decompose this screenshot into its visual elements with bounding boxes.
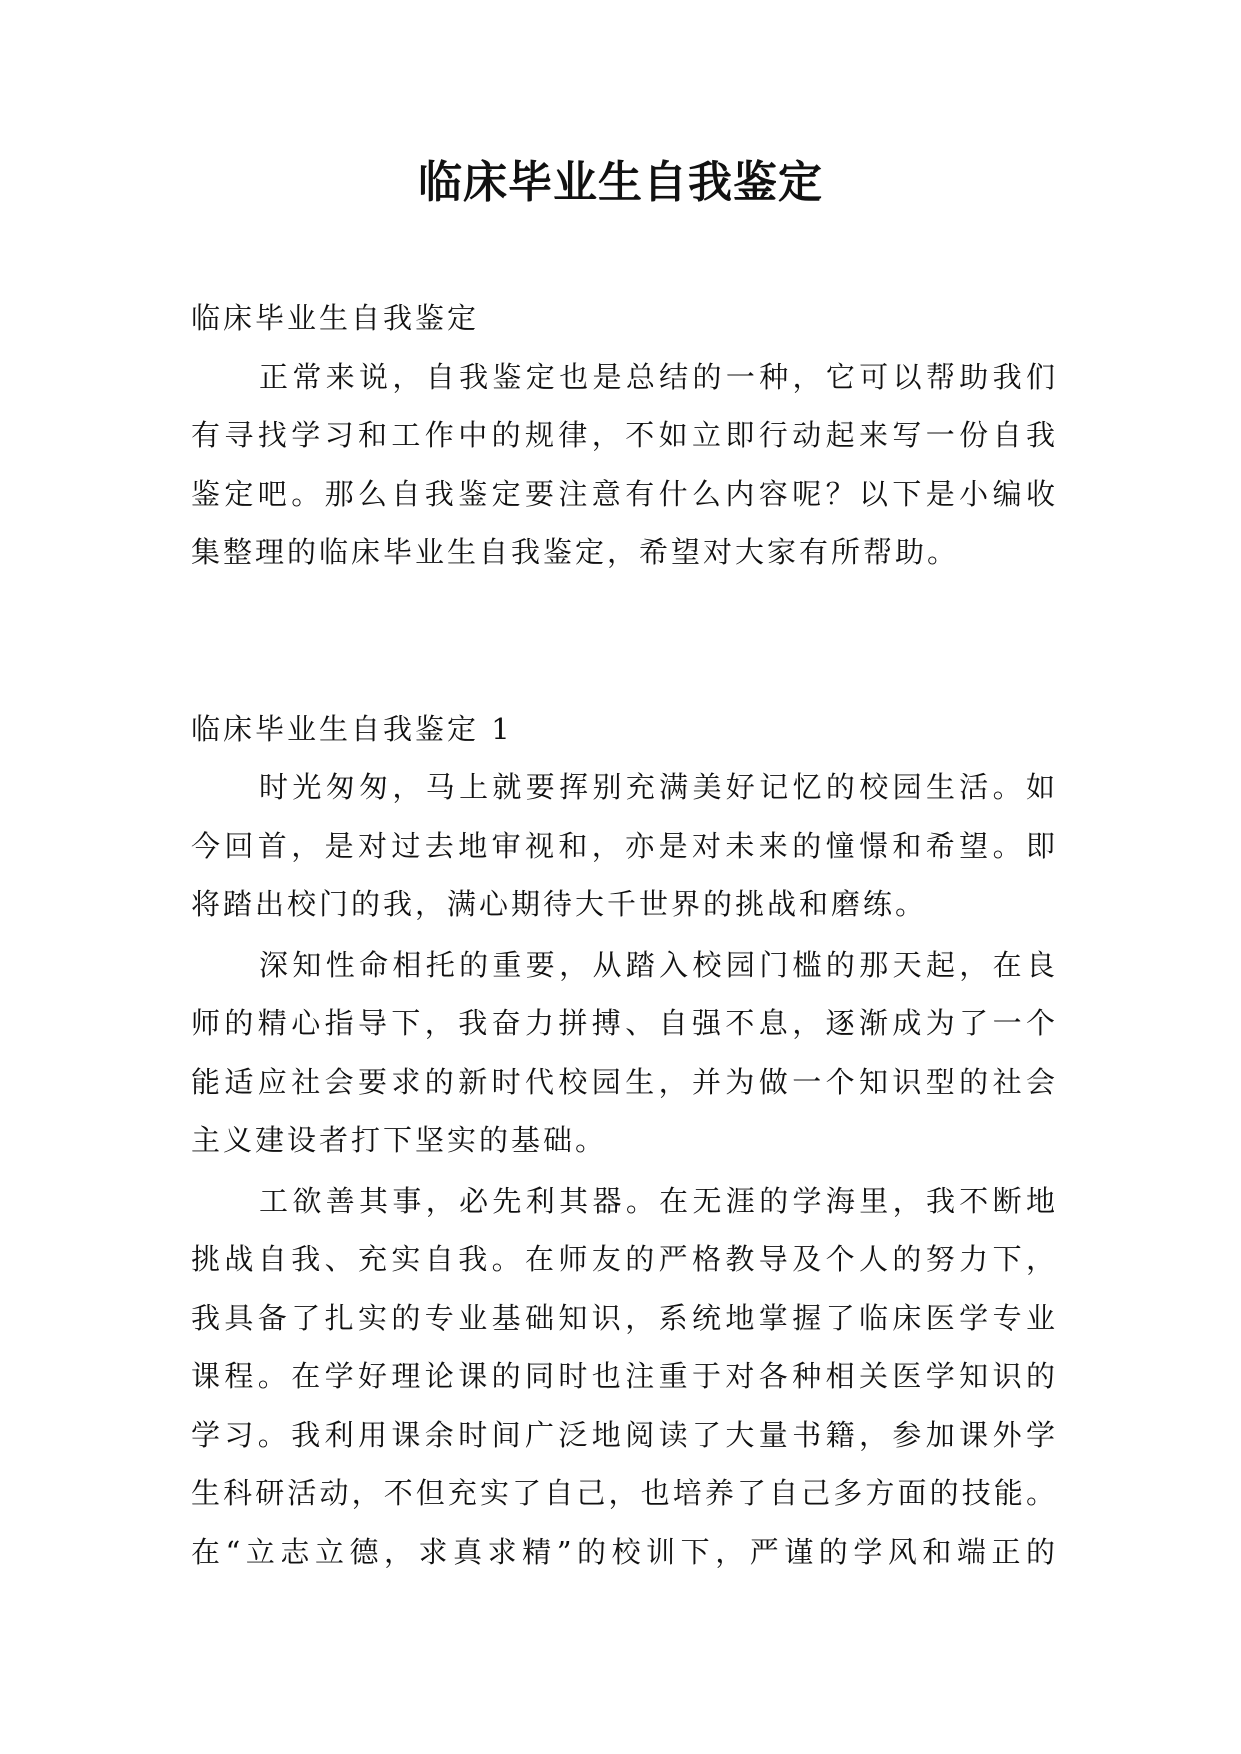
paragraph-line: 挑战自我、充实自我。在师友的严格教导及个人的努力下， (191, 1242, 1058, 1276)
document-subtitle: 临床毕业生自我鉴定 (191, 301, 480, 335)
intro-paragraph (191, 348, 1058, 582)
paragraph-line: 生科研活动，不但充实了自己，也培养了自己多方面的技能。 (191, 1476, 1058, 1510)
paragraph-line: 集整理的临床毕业生自我鉴定，希望对大家有所帮助。 (191, 535, 960, 569)
paragraph-line: 在“立志立德，求真求精”的校训下，严谨的学风和端正的 (191, 1534, 1058, 1569)
body-paragraph (191, 936, 1058, 1170)
paragraph-line: 工欲善其事，必先利其器。在无涯的学海里，我不断地 (259, 1183, 1058, 1218)
paragraph-line: 学习。我利用课余时间广泛地阅读了大量书籍，参加课外学 (191, 1417, 1058, 1452)
paragraph-line: 师的精心指导下，我奋力拼搏、自强不息，逐渐成为了一个 (191, 1006, 1058, 1040)
body-paragraph (191, 758, 1058, 934)
paragraph-line: 将踏出校门的我，满心期待大千世界的挑战和磨练。 (191, 887, 928, 921)
paragraph-line: 课程。在学好理论课的同时也注重于对各种相关医学知识的 (191, 1359, 1058, 1393)
section-1 (191, 700, 1058, 1582)
body-paragraph (191, 1172, 1058, 1582)
paragraph-line: 时光匆匆，马上就要挥别充满美好记忆的校园生活。如 (259, 770, 1058, 804)
paragraph-line: 正常来说，自我鉴定也是总结的一种，它可以帮助我们 (259, 359, 1058, 394)
paragraph-line: 有寻找学习和工作中的规律，不如立即行动起来写一份自我 (191, 418, 1058, 452)
paragraph-line: 主义建设者打下坚实的基础。 (191, 1123, 608, 1157)
paragraph-line: 能适应社会要求的新时代校园生，并为做一个知识型的社会 (191, 1064, 1058, 1099)
paragraph-line: 鉴定吧。那么自我鉴定要注意有什么内容呢？以下是小编收 (191, 476, 1058, 511)
document-body (191, 289, 1058, 1581)
paragraph-line: 今回首，是对过去地审视和，亦是对未来的憧憬和希望。即 (191, 828, 1058, 863)
document-title: 临床毕业生自我鉴定 (418, 157, 823, 208)
paragraph-line: 我具备了扎实的专业基础知识，系统地掌握了临床医学专业 (191, 1300, 1058, 1335)
paragraph-line: 深知性命相托的重要，从踏入校园门槛的那天起，在良 (259, 947, 1058, 982)
section-heading: 临床毕业生自我鉴定 1 (191, 711, 513, 746)
